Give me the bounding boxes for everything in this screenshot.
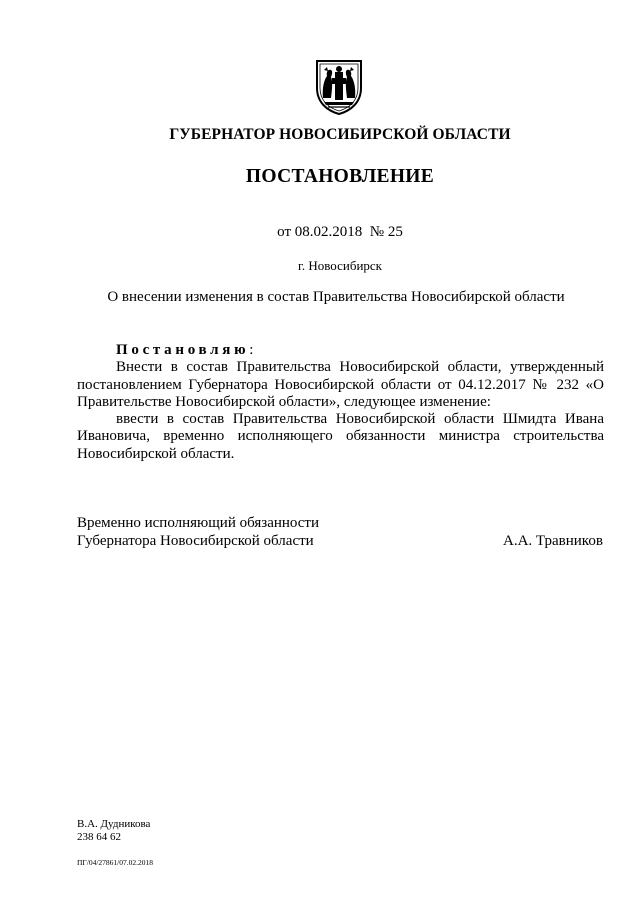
signature-name: А.А. Травников [503, 533, 603, 549]
document-type-title: ПОСТАНОВЛЕНИЕ [245, 166, 435, 187]
document-city: г. Новосибирск [297, 258, 382, 273]
body-paragraph-2: ввести в состав Правительства Новосибирской области Шмидта Ивана Ивановича, временно исполняющего обязанности министра строительства Новосибирской области. [77, 411, 604, 462]
document-date-number: от 08.02.2018 № 25 [277, 224, 403, 240]
org-title: ГУБЕРНАТОР НОВОСИБИРСКОЙ ОБЛАСТИ [169, 126, 511, 143]
executor-phone: 238 64 62 [77, 831, 121, 843]
document-code: ПГ/04/27861/07.02.2018 [77, 858, 154, 867]
executor-block [77, 818, 150, 844]
signature-position [77, 514, 319, 550]
executor-name: В.А. Дудникова [77, 818, 151, 830]
coat-of-arms-icon [314, 58, 364, 116]
body-paragraph-1: Внести в состав Правительства Новосибирской области, утвержденный постановлением Губернатора Новосибирской области от 04.12.2017 № 232 «О Правительстве Новосибирской области», следующее изменение: [77, 359, 604, 410]
signature-position-line-1: Временно исполняющий обязанности [77, 515, 320, 531]
resolve-word: Постановляю [116, 342, 250, 358]
resolve-line [77, 342, 604, 359]
resolve-suffix: : [249, 342, 254, 358]
document-body [77, 342, 604, 463]
document-subject: О внесении изменения в состав Правительства Новосибирской области [107, 289, 565, 305]
signature-position-line-2: Губернатора Новосибирской области [77, 533, 314, 549]
